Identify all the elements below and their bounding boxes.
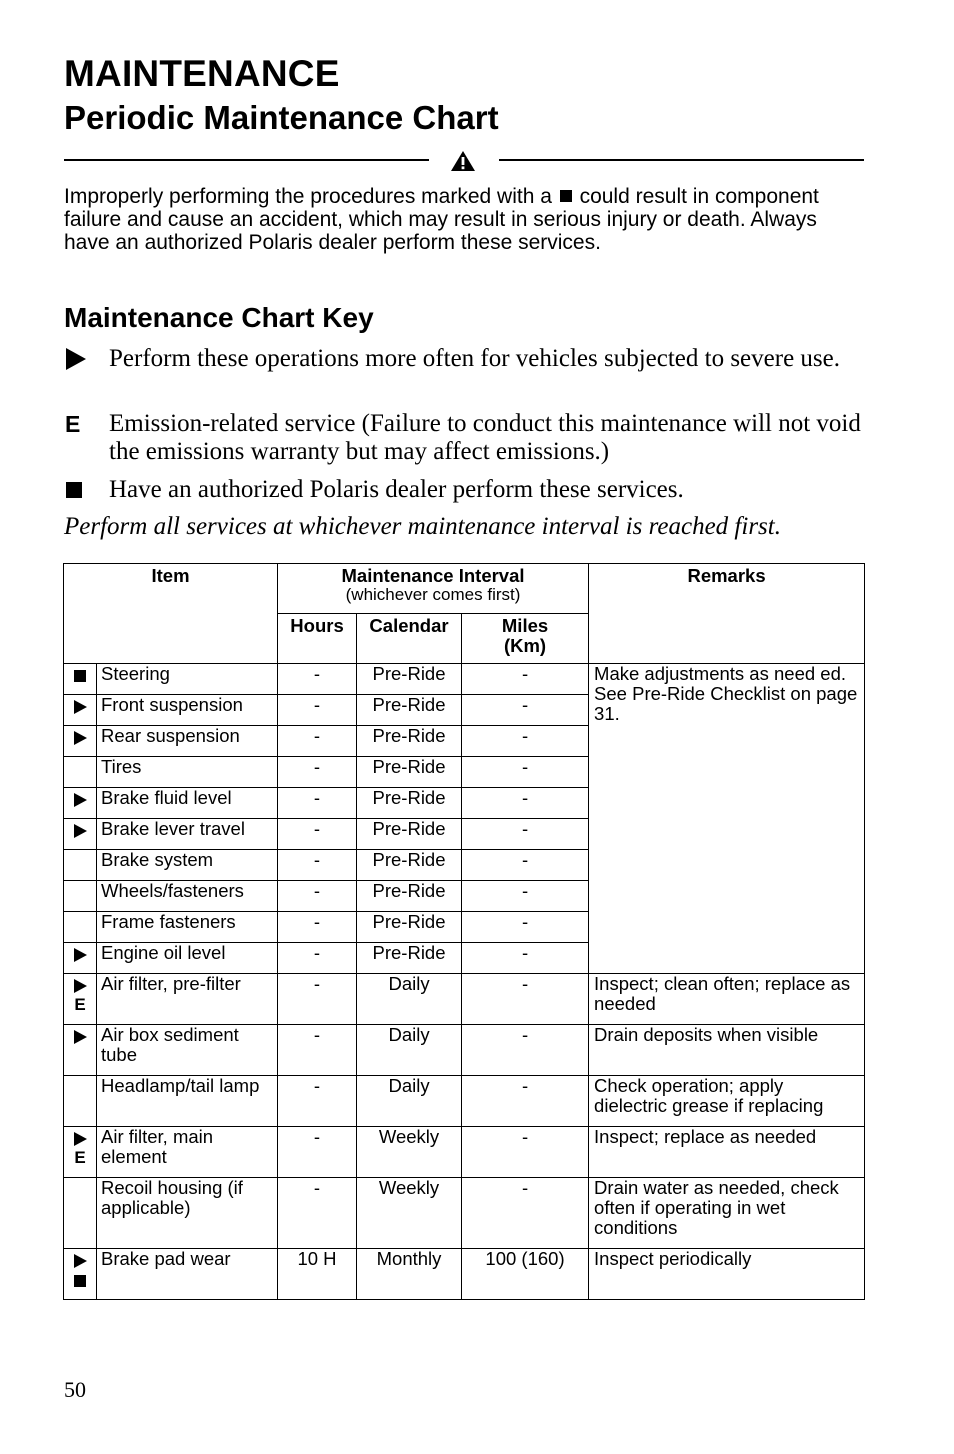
row-hours: -	[278, 664, 357, 695]
row-item: Brake fluid level	[97, 788, 278, 819]
row-item: Rear suspension	[97, 726, 278, 757]
row-miles: 100 (160)	[462, 1249, 589, 1300]
triangle-icon	[66, 348, 86, 370]
row-symbols	[64, 1076, 97, 1127]
row-hours: -	[278, 695, 357, 726]
row-item: Front suspension	[97, 695, 278, 726]
row-symbols	[64, 819, 97, 850]
row-remarks: Inspect; replace as needed	[589, 1127, 865, 1178]
row-hours: -	[278, 974, 357, 1025]
row-hours: -	[278, 881, 357, 912]
row-symbols	[64, 757, 97, 788]
row-hours: 10 H	[278, 1249, 357, 1300]
key-item-text: Perform these operations more often for vehicles subjected to severe use.	[109, 345, 840, 372]
row-symbols	[64, 850, 97, 881]
header-miles: Miles (Km)	[462, 614, 589, 664]
row-item: Engine oil level	[97, 943, 278, 974]
row-miles: -	[462, 1127, 589, 1178]
row-item: Headlamp/tail lamp	[97, 1076, 278, 1127]
header-interval	[278, 564, 589, 614]
header-interval-sub: (whichever comes first)	[345, 585, 521, 604]
header-hours: Hours	[278, 614, 357, 664]
row-miles: -	[462, 1178, 589, 1249]
row-calendar: Pre-Ride	[357, 664, 462, 695]
interval-note: Perform all services at whichever maintenance interval is reached first.	[64, 513, 781, 540]
table-row	[64, 974, 865, 1025]
page-subtitle: Periodic Maintenance Chart	[64, 99, 499, 136]
row-item: Air box sediment tube	[97, 1025, 278, 1076]
row-symbols	[64, 1249, 97, 1300]
row-symbols	[64, 1178, 97, 1249]
row-hours: -	[278, 819, 357, 850]
row-calendar: Daily	[357, 1076, 462, 1127]
header-interval-label: Maintenance Interval	[341, 565, 525, 586]
emission-e-icon: E	[74, 995, 86, 1014]
header-calendar: Calendar	[357, 614, 462, 664]
row-hours: -	[278, 726, 357, 757]
row-symbols	[64, 664, 97, 695]
row-calendar: Pre-Ride	[357, 850, 462, 881]
row-remarks-preride: Make adjustments as need ed. See Pre-Ride Checklist on page 31.	[589, 664, 865, 974]
row-item: Air filter, pre-filter	[97, 974, 278, 1025]
row-symbols	[64, 881, 97, 912]
row-calendar: Monthly	[357, 1249, 462, 1300]
triangle-icon	[74, 979, 87, 993]
table-header-row	[64, 564, 865, 614]
row-item: Wheels/fasteners	[97, 881, 278, 912]
rule-right	[499, 159, 864, 161]
rule-left	[64, 159, 429, 161]
triangle-icon	[74, 1254, 87, 1268]
row-hours: -	[278, 1025, 357, 1076]
row-remarks: Drain water as needed, check often if operating in wet conditions	[589, 1178, 865, 1249]
key-item-severe-use	[64, 345, 864, 373]
row-item: Brake system	[97, 850, 278, 881]
row-miles: -	[462, 664, 589, 695]
row-miles: -	[462, 788, 589, 819]
table-row	[64, 1025, 865, 1076]
page-number: 50	[64, 1377, 86, 1402]
table-row	[64, 1076, 865, 1127]
header-remarks: Remarks	[589, 564, 865, 664]
row-miles: -	[462, 726, 589, 757]
row-remarks: Inspect; clean often; replace as needed	[589, 974, 865, 1025]
row-miles: -	[462, 912, 589, 943]
row-hours: -	[278, 1076, 357, 1127]
warning-text-part1: Improperly performing the procedures marked with a	[64, 185, 552, 208]
square-icon	[74, 1275, 86, 1287]
triangle-icon	[74, 1030, 87, 1044]
row-miles: -	[462, 881, 589, 912]
square-icon	[560, 190, 572, 202]
row-calendar: Daily	[357, 1025, 462, 1076]
row-miles: -	[462, 757, 589, 788]
square-icon	[66, 482, 82, 498]
row-calendar: Pre-Ride	[357, 943, 462, 974]
row-remarks: Inspect periodically	[589, 1249, 865, 1300]
triangle-icon	[74, 700, 87, 714]
row-symbols	[64, 1025, 97, 1076]
triangle-icon	[74, 793, 87, 807]
row-calendar: Pre-Ride	[357, 788, 462, 819]
row-item: Frame fasteners	[97, 912, 278, 943]
triangle-icon	[74, 1132, 87, 1146]
row-remarks: Check operation; apply dielectric grease if replacing	[589, 1076, 865, 1127]
row-item: Tires	[97, 757, 278, 788]
row-item: Air filter, main element	[97, 1127, 278, 1178]
key-item-emission	[64, 410, 864, 466]
row-calendar: Weekly	[357, 1127, 462, 1178]
warning-text-part2: could result in component failure and cause an accident, which may result in serious injury or death. Always have an authorized Polaris dealer perform these services.	[64, 185, 819, 254]
row-symbols	[64, 695, 97, 726]
row-hours: -	[278, 1178, 357, 1249]
row-symbols	[64, 788, 97, 819]
table-row	[64, 1249, 865, 1300]
row-hours: -	[278, 850, 357, 881]
triangle-icon	[74, 948, 87, 962]
row-remarks: Drain deposits when visible	[589, 1025, 865, 1076]
table-row	[64, 1178, 865, 1249]
emission-e-icon: E	[65, 411, 81, 437]
row-hours: -	[278, 1127, 357, 1178]
row-miles: -	[462, 1076, 589, 1127]
row-miles: -	[462, 819, 589, 850]
warning-rule	[64, 150, 864, 172]
row-hours: -	[278, 912, 357, 943]
row-symbols	[64, 1127, 97, 1178]
row-miles: -	[462, 974, 589, 1025]
square-icon	[74, 670, 86, 682]
row-miles: -	[462, 943, 589, 974]
warning-text	[64, 185, 864, 254]
row-calendar: Pre-Ride	[357, 819, 462, 850]
emission-e-icon: E	[74, 1148, 86, 1167]
row-item: Brake lever travel	[97, 819, 278, 850]
row-miles: -	[462, 695, 589, 726]
row-calendar: Pre-Ride	[357, 757, 462, 788]
warning-triangle-icon	[450, 150, 476, 172]
row-calendar: Weekly	[357, 1178, 462, 1249]
triangle-icon	[74, 731, 87, 745]
row-hours: -	[278, 943, 357, 974]
row-calendar: Pre-Ride	[357, 881, 462, 912]
page-title: MAINTENANCE	[64, 53, 340, 94]
row-miles: -	[462, 850, 589, 881]
row-calendar: Pre-Ride	[357, 695, 462, 726]
row-calendar: Pre-Ride	[357, 912, 462, 943]
key-item-text: Have an authorized Polaris dealer perform these services.	[109, 476, 684, 503]
row-item: Recoil housing (if applicable)	[97, 1178, 278, 1249]
row-item: Brake pad wear	[97, 1249, 278, 1300]
row-symbols	[64, 726, 97, 757]
row-calendar: Pre-Ride	[357, 726, 462, 757]
row-miles: -	[462, 1025, 589, 1076]
row-symbols	[64, 912, 97, 943]
triangle-icon	[74, 824, 87, 838]
table-row	[64, 664, 865, 695]
row-calendar: Daily	[357, 974, 462, 1025]
row-hours: -	[278, 788, 357, 819]
table-row	[64, 1127, 865, 1178]
header-item: Item	[64, 564, 278, 664]
key-title: Maintenance Chart Key	[64, 302, 374, 333]
row-hours: -	[278, 757, 357, 788]
row-symbols	[64, 974, 97, 1025]
row-symbols	[64, 943, 97, 974]
maintenance-table	[63, 563, 865, 1300]
key-item-text: Emission-related service (Failure to conduct this maintenance will not void the emissions warranty but may affect emissions.)	[109, 410, 861, 465]
key-item-dealer	[64, 476, 864, 504]
row-item: Steering	[97, 664, 278, 695]
